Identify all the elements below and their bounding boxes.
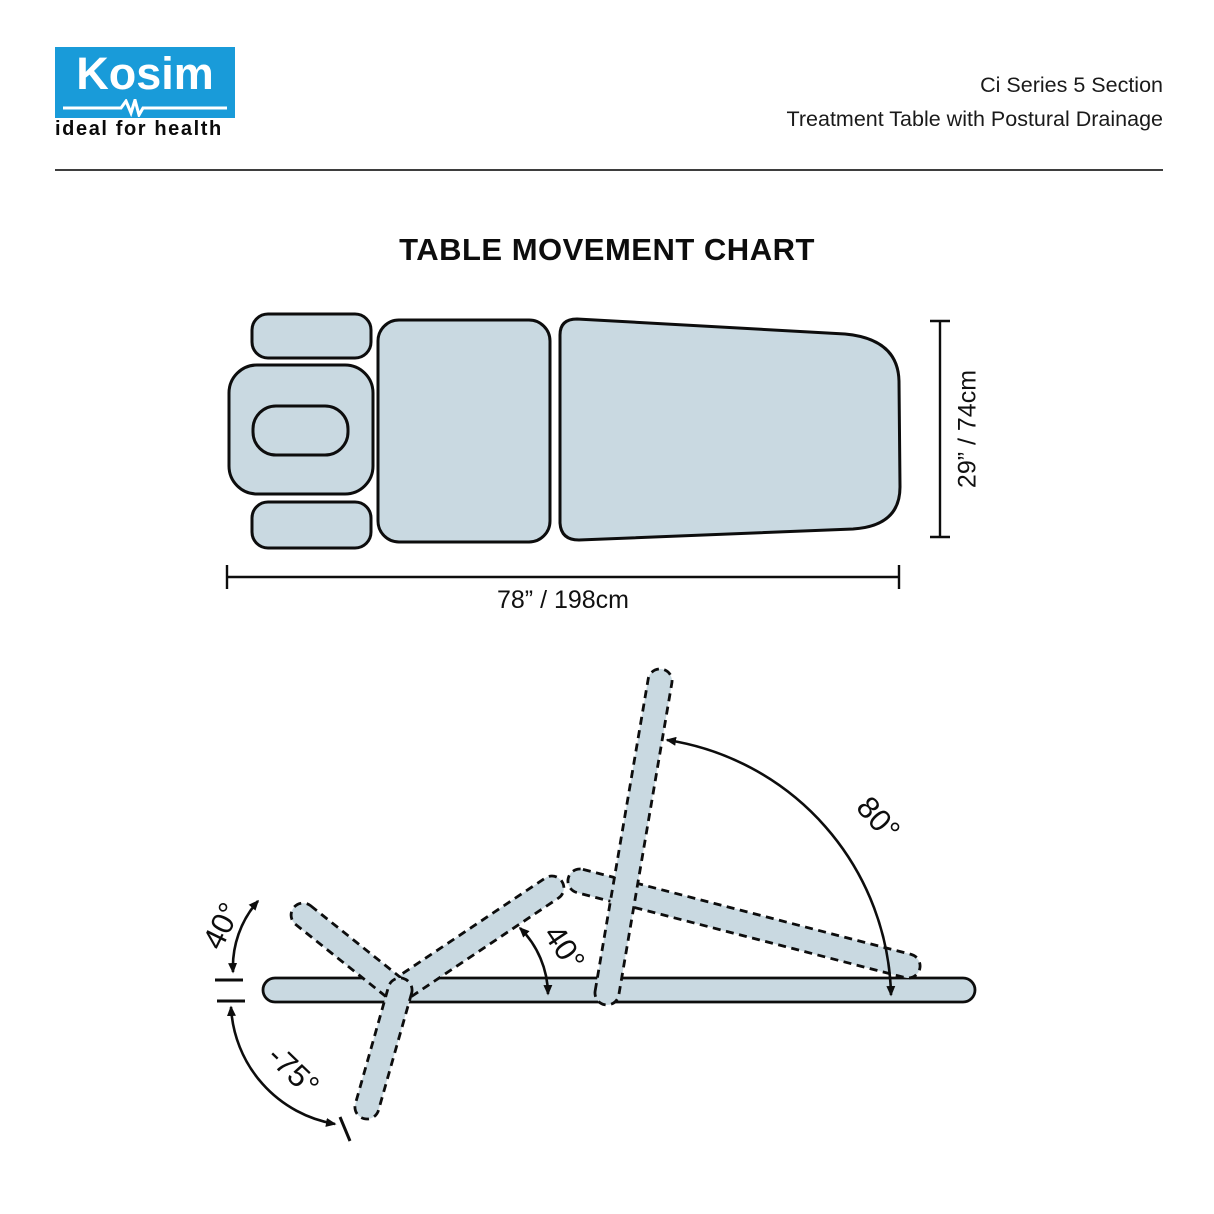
angle-label-head-up: 40°: [195, 897, 248, 955]
section-armrest-bottom: [252, 502, 371, 548]
head-down-end-tick: [340, 1117, 350, 1141]
face-cutout: [253, 406, 348, 455]
width-dimension-label: 29” / 74cm: [953, 369, 982, 489]
movement-side-view: [196, 667, 975, 1141]
length-dimension-label: 78” / 198cm: [496, 586, 630, 614]
logo-tagline: ideal for health: [55, 118, 223, 140]
angle-label-leg-up: 40°: [536, 918, 593, 977]
product-title: Treatment Table with Postural Drainage: [786, 107, 1163, 131]
brand-name: Kosim: [76, 48, 214, 99]
angle-label-head-down: -75°: [260, 1038, 327, 1104]
reference-ticks: [215, 980, 245, 1001]
length-dimension: [227, 565, 899, 614]
series-title: Ci Series 5 Section: [980, 73, 1163, 97]
section-leg: [560, 319, 900, 540]
section-armrest-top: [252, 314, 371, 358]
width-dimension: [930, 321, 982, 537]
backrest-raised: [593, 667, 674, 1007]
table-top-view: [227, 314, 982, 614]
chart-title: TABLE MOVEMENT CHART: [399, 232, 815, 267]
angle-label-backrest-up: 80°: [849, 789, 908, 848]
section-seat: [378, 320, 550, 542]
